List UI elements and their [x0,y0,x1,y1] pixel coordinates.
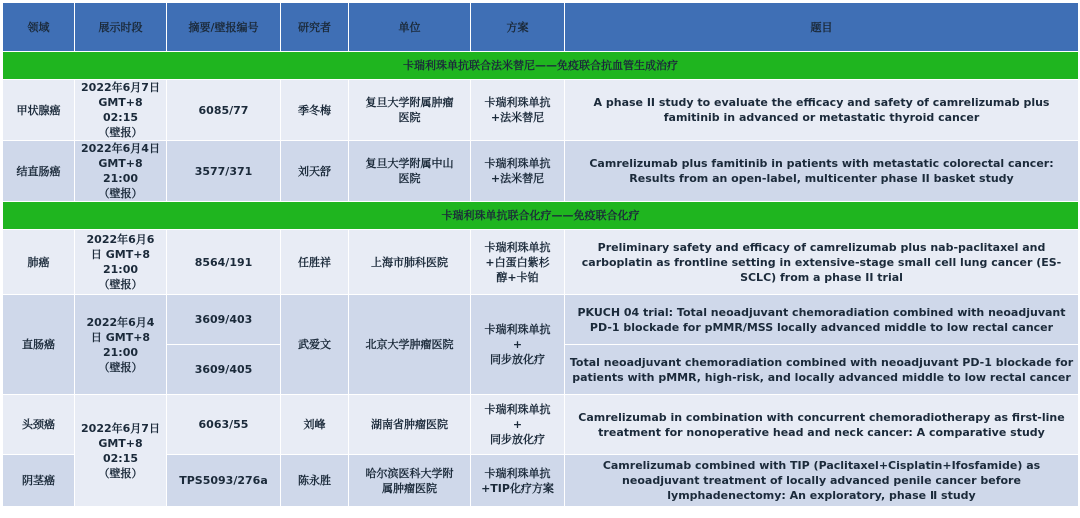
table-row [3,230,1079,295]
header-time: 展示时段 [75,3,167,52]
regimen-cell: 卡瑞利珠单抗 +TIP化疗方案 [471,455,565,507]
time-cell: 2022年6月4日 GMT+8 21:00 （壁报） [75,141,167,202]
time-cell: 2022年6月6 日 GMT+8 21:00 （壁报） [75,230,167,295]
institution-cell: 湖南省肿瘤医院 [349,395,471,455]
header-row [3,3,1079,52]
title-cell: Camrelizumab in combination with concurrent chemoradiotherapy as first-line treatment for nonoperative head and neck cancer: A comparative study [565,395,1079,455]
header-title: 题目 [565,3,1079,52]
time-cell: 2022年6月7日 GMT+8 02:15 （壁报） [75,395,167,507]
header-abstract: 摘要/壁报编号 [167,3,281,52]
table-row [3,80,1079,141]
regimen-cell: 卡瑞利珠单抗 + 同步放化疗 [471,395,565,455]
field-cell: 结直肠癌 [3,141,75,202]
title-cell: Preliminary safety and efficacy of camrelizumab plus nab-paclitaxel and carboplatin as frontline setting in extensive-stage small cell lung cancer (ES-SCLC) from a phase II trial [565,230,1079,295]
study-table [2,2,1079,507]
header-researcher: 研究者 [281,3,349,52]
abstract-cell: 8564/191 [167,230,281,295]
time-cell: 2022年6月7日 GMT+8 02:15 （壁报） [75,80,167,141]
time-cell: 2022年6月4 日 GMT+8 21:00 （壁报） [75,295,167,395]
researcher-cell: 任胜祥 [281,230,349,295]
regimen-cell: 卡瑞利珠单抗 +法米替尼 [471,141,565,202]
abstract-cell: 3577/371 [167,141,281,202]
institution-cell: 复旦大学附属中山 医院 [349,141,471,202]
field-cell: 头颈癌 [3,395,75,455]
field-cell: 阴茎癌 [3,455,75,507]
table-row [3,141,1079,202]
regimen-cell: 卡瑞利珠单抗 + 同步放化疗 [471,295,565,395]
table-row [3,395,1079,455]
abstract-cell: 3609/405 [167,345,281,395]
field-cell: 肺癌 [3,230,75,295]
table-row [3,295,1079,345]
institution-cell: 哈尔滨医科大学附 属肿瘤医院 [349,455,471,507]
institution-cell: 上海市肺科医院 [349,230,471,295]
header-field: 领域 [3,3,75,52]
section-title: 卡瑞利珠单抗联合法米替尼——免疫联合抗血管生成治疗 [3,52,1079,80]
title-cell: Camrelizumab combined with TIP (Paclitaxel+Cisplatin+Ifosfamide) as neoadjuvant treatment of locally advanced penile cancer before lymphadenectomy: An exploratory, phase Ⅱ study [565,455,1079,507]
regimen-cell: 卡瑞利珠单抗 +白蛋白紫杉 醇+卡铂 [471,230,565,295]
title-cell: PKUCH 04 trial: Total neoadjuvant chemoradiation combined with neoadjuvant PD-1 blockade for pMMR/MSS locally advanced middle to low rectal cancer [565,295,1079,345]
abstract-cell: TPS5093/276a [167,455,281,507]
title-cell: A phase II study to evaluate the efficacy and safety of camrelizumab plus famitinib in advanced or metastatic thyroid cancer [565,80,1079,141]
section-title: 卡瑞利珠单抗联合化疗——免疫联合化疗 [3,202,1079,230]
researcher-cell: 季冬梅 [281,80,349,141]
field-cell: 甲状腺癌 [3,80,75,141]
researcher-cell: 刘峰 [281,395,349,455]
title-cell: Total neoadjuvant chemoradiation combined with neoadjuvant PD-1 blockade for patients with pMMR, high-risk, and locally advanced middle to low rectal cancer [565,345,1079,395]
abstract-cell: 3609/403 [167,295,281,345]
section-row [3,52,1079,80]
header-regimen: 方案 [471,3,565,52]
section-row [3,202,1079,230]
abstract-cell: 6085/77 [167,80,281,141]
header-institution: 单位 [349,3,471,52]
abstract-cell: 6063/55 [167,395,281,455]
institution-cell: 复旦大学附属肿瘤 医院 [349,80,471,141]
regimen-cell: 卡瑞利珠单抗 +法米替尼 [471,80,565,141]
field-cell: 直肠癌 [3,295,75,395]
title-cell: Camrelizumab plus famitinib in patients with metastatic colorectal cancer: Results from an open-label, multicenter phase II basket study [565,141,1079,202]
researcher-cell: 陈永胜 [281,455,349,507]
researcher-cell: 刘天舒 [281,141,349,202]
institution-cell: 北京大学肿瘤医院 [349,295,471,395]
researcher-cell: 武爱文 [281,295,349,395]
